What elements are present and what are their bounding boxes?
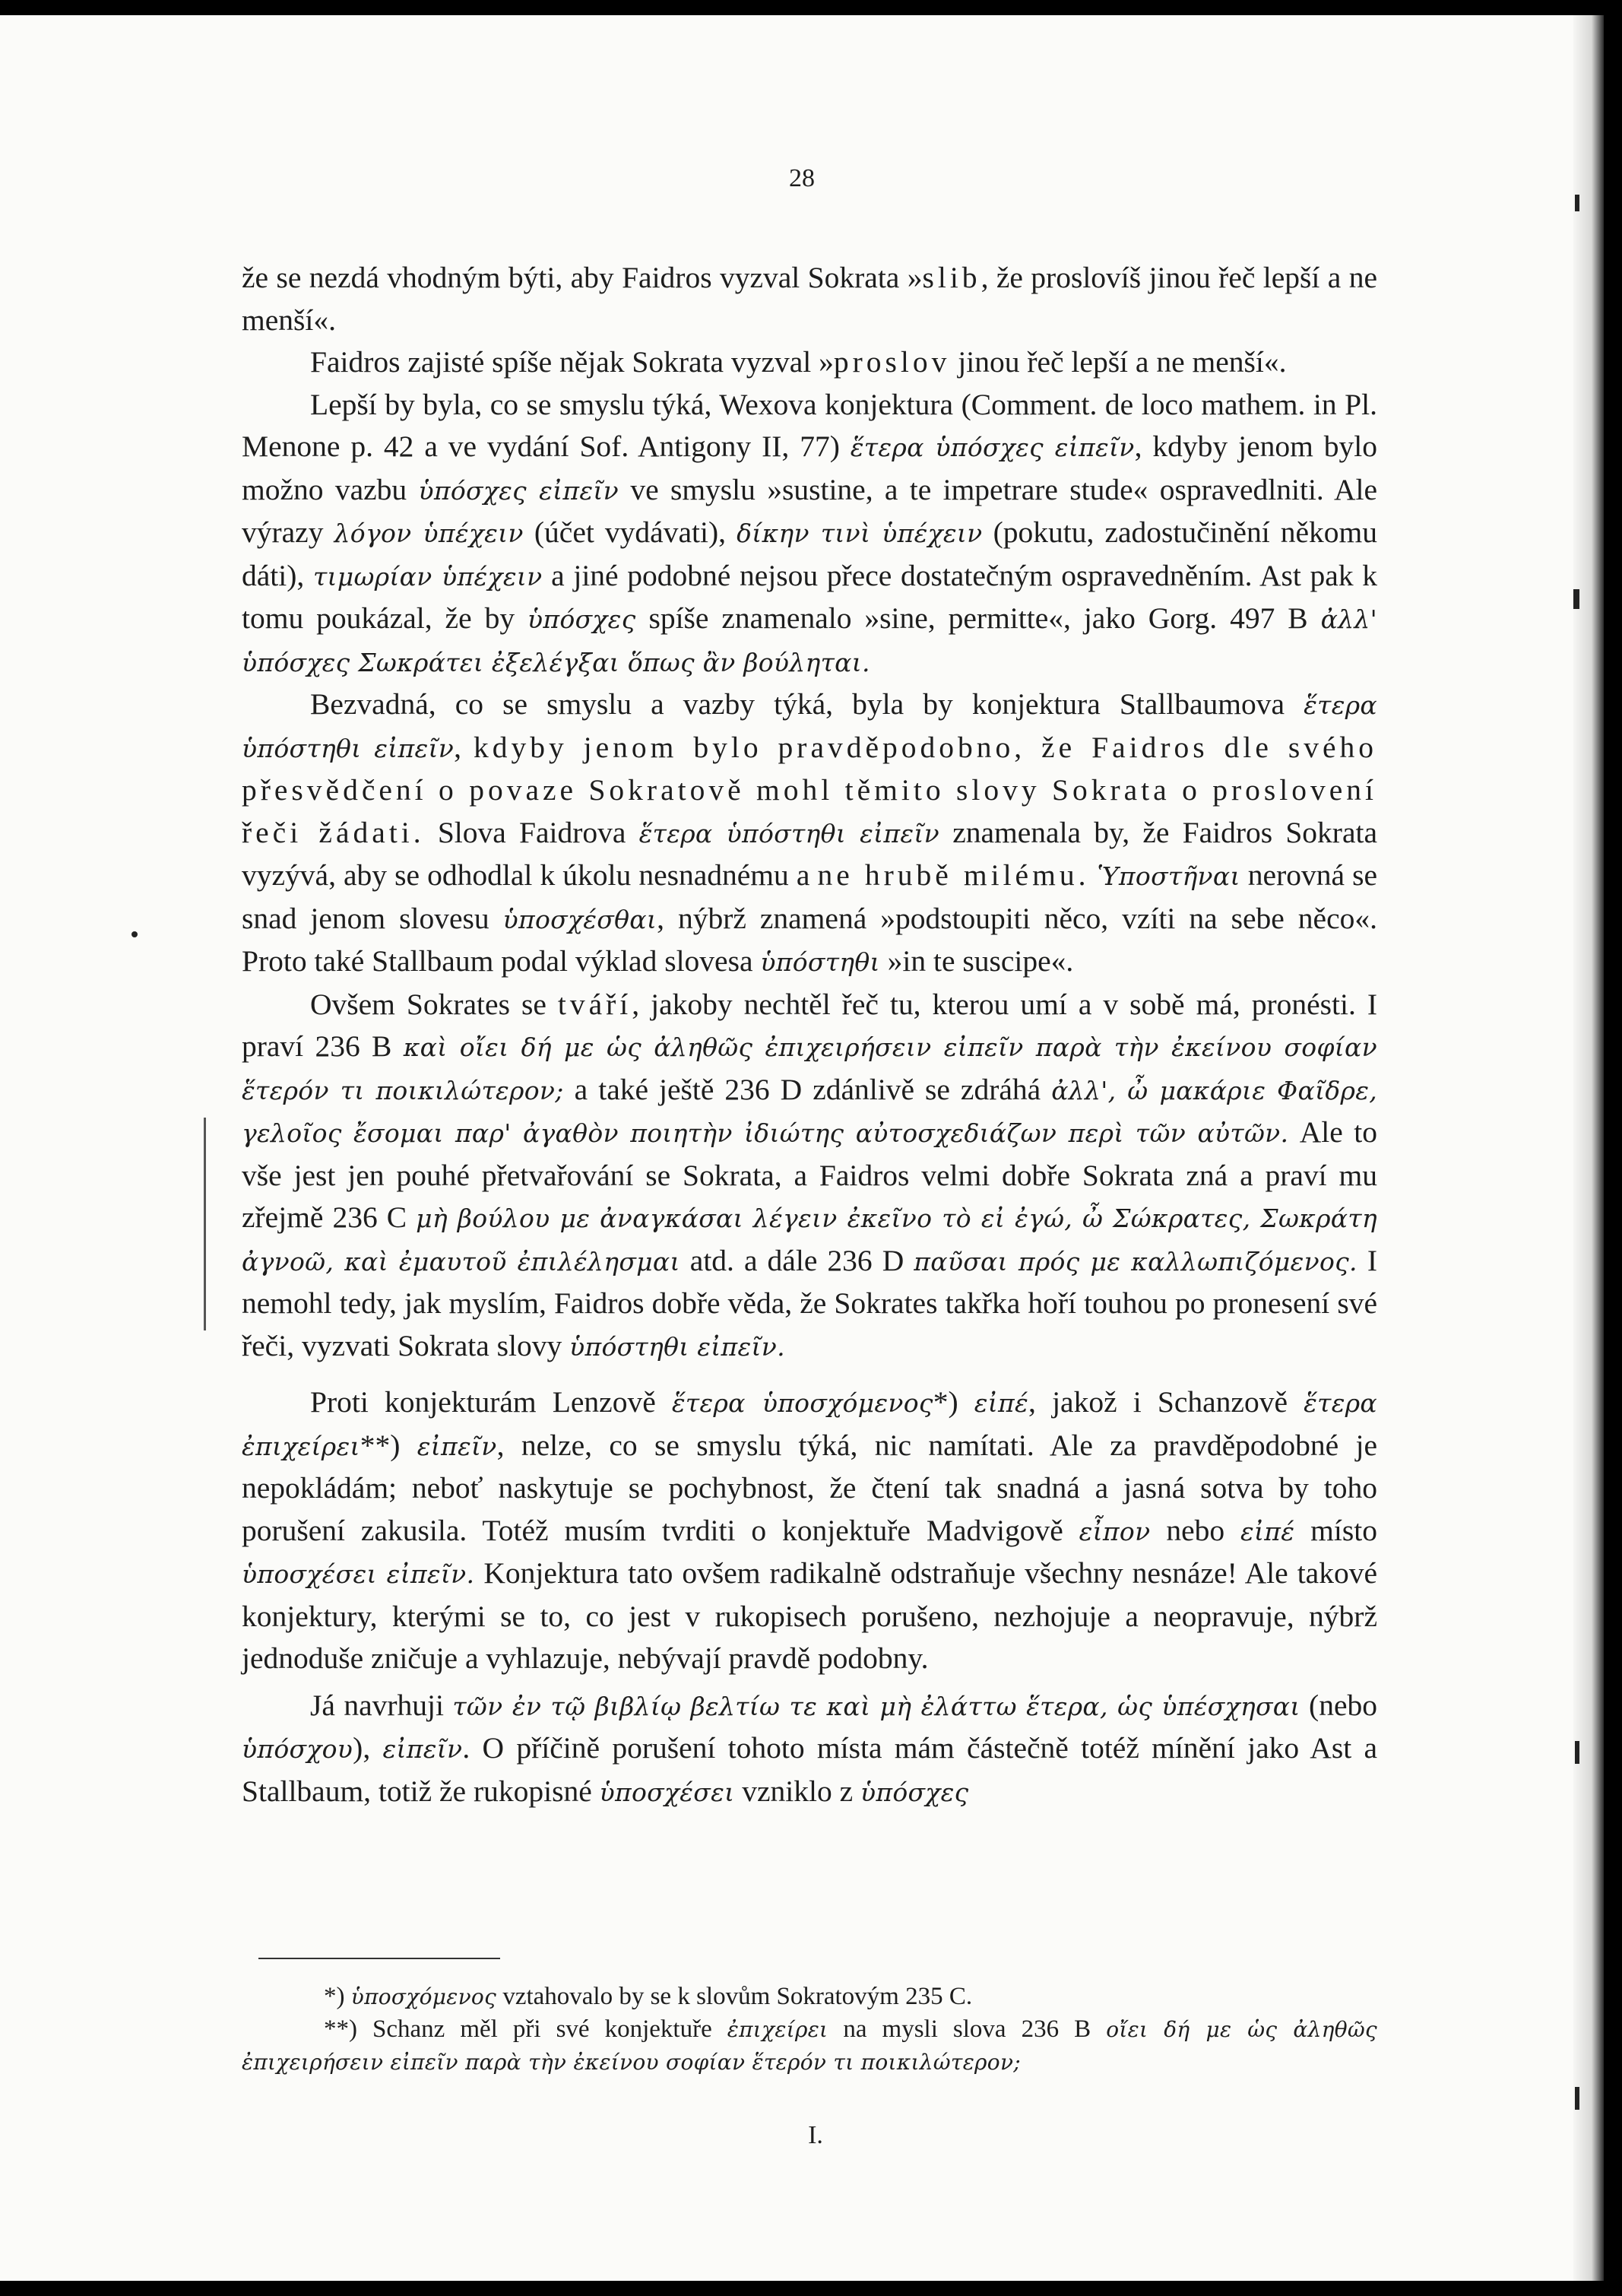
margin-mark xyxy=(131,931,138,937)
text-run: (pokutu, zadostučinění někomu dáti), xyxy=(242,515,1378,592)
text-run: znamenala by, že Faidros Sokrata vyzývá, aby se odhodlal k úkolu nesnadnému a xyxy=(242,815,1377,892)
book-page xyxy=(0,15,1604,2281)
text-run: I nemohl tedy, jak myslím, Faidros dobře věda, že Sokrates takřka hoří touhou po pronesení své řeči, vyzvati Sokrata slovy xyxy=(242,1243,1378,1362)
text-run: , nelze, co se smyslu týká, nic namítati. Ale za pravděpodobné je nepokládám; neboť naskytuje se pochybnost, že čtení tak snadná a jasná sotva by toho porušení zakusila. Totéž musím tvrditi o konjektuře Madvigově xyxy=(242,1428,1378,1547)
text-run: ve smyslu »sustine, a te impetrare stude« ospravedlniti. Ale výrazy xyxy=(242,472,1377,549)
greek-quote: ἕτερα ὑποσχόμενος xyxy=(671,1388,933,1418)
greek-quote: παῦσαι πρός με καλλωπιζόμενος. xyxy=(914,1246,1357,1276)
footnote xyxy=(242,2013,1377,2079)
pencil-bracket xyxy=(204,1118,206,1330)
greek-quote: Ὑποστῆναι xyxy=(1097,861,1240,891)
paragraph xyxy=(242,683,1377,984)
greek-quote: εἰπεῖν xyxy=(417,1431,497,1461)
greek-quote: ὑποσχέσει xyxy=(599,1777,735,1807)
text-run: **) xyxy=(360,1428,417,1462)
greek-quote: οἴει δή με ὡς ἀληθῶς ἐπιχειρήσειν εἰπεῖν παρὰ τὴν ἐκείνου σοφίαν ἕτερόν τι ποικιλώτερον; xyxy=(242,2017,1377,2075)
text-run: (nebo xyxy=(1300,1688,1377,1722)
text-run: jinou řeč lepší a ne menší«. xyxy=(950,345,1287,379)
text-run: . O příčině porušení tohoto místa mám částečně totéž mínění jako Ast a Stallbaum, totiž že rukopisné xyxy=(242,1731,1377,1808)
greek-quote: ἕτερα ὑπόστηθι εἰπεῖν xyxy=(638,818,939,848)
text-run: Slova Faidrova xyxy=(424,815,639,849)
text-run: ), xyxy=(353,1731,383,1765)
greek-quote: ὑπόστηθι xyxy=(760,947,880,977)
spaced-emphasis: proslov xyxy=(833,345,951,379)
paragraph xyxy=(242,341,1377,384)
text-run: vztahovalo by se k slovům Sokratovým 235 C. xyxy=(496,1983,973,2010)
greek-quote: ὑποσχέσθαι xyxy=(502,904,657,934)
text-run: vzniklo z xyxy=(734,1774,860,1808)
greek-quote: ὑπόσχες xyxy=(527,604,636,634)
printer-signature: I. xyxy=(808,2121,823,2149)
text-run: *) xyxy=(933,1385,974,1419)
text-run: na mysli slova 236 B xyxy=(828,2015,1107,2043)
paragraph xyxy=(242,1381,1377,1680)
margin-mark xyxy=(1573,589,1579,609)
main-text xyxy=(242,257,1377,1813)
text-run: nerovná se snad jenom slovesu xyxy=(242,858,1378,935)
footnote-rule xyxy=(258,1958,500,1959)
text-run: a jiné podobné nejsou přece dostatečným ospravedněním. Ast pak k tomu poukázal, že by xyxy=(242,558,1377,635)
greek-quote: εἰπεῖν xyxy=(382,1734,463,1764)
paragraph xyxy=(242,1685,1377,1814)
greek-quote: ἕτερα ὑπόσχες εἰπεῖν xyxy=(850,433,1135,462)
text-run: , xyxy=(454,730,474,764)
greek-quote: εἰπέ xyxy=(1240,1516,1295,1546)
margin-mark xyxy=(1575,195,1579,211)
text-run: Faidros zajisté spíše nějak Sokrata vyzval » xyxy=(310,345,834,379)
spaced-emphasis: kdyby jenom bylo pravděpodobno, že Faidros dle svého přesvědčení o povaze Sokratově mohl těmito slovy Sokrata o proslovení řeči žádati. xyxy=(242,730,1377,849)
text-run: , že proslovíš jinou řeč lepší a ne menší«. xyxy=(242,261,1378,337)
text-run: nebo xyxy=(1150,1513,1241,1547)
margin-mark xyxy=(1575,1741,1579,1764)
text-run: , jakoby nechtěl řeč tu, kterou umí a v sobě má, pronésti. I praví 236 B xyxy=(242,987,1377,1063)
text-run: , nýbrž znamená »podstoupiti něco, vzíti na sebe něco«. Proto také Stallbaum podal výklad slovesa xyxy=(242,901,1377,978)
text-run: Bezvadná, co se smyslu a vazby týká, byla by konjektura Stallbaumova xyxy=(310,687,1304,721)
paragraph xyxy=(242,384,1377,684)
greek-quote: ἀλλ' ὑπόσχες Σωκράτει ἐξελέγξαι ὅπως ἂν βούληται. xyxy=(242,604,1377,677)
spaced-emphasis: tváří xyxy=(557,987,632,1021)
greek-quote: τῶν ἐν τῷ βιβλίῳ βελτίω τε καὶ μὴ ἐλάττω ἕτερα, ὡς ὑπέσχησαι xyxy=(452,1691,1300,1721)
greek-quote: ἀλλ', ὦ μακάριε Φαῖδρε, γελοῖος ἔσομαι παρ' ἀγαθὸν ποιητὴν ἰδιώτης αὐτοσχεδιάζων περὶ τῶν αὐτῶν. xyxy=(242,1075,1378,1148)
greek-quote: καὶ οἴει δή με ὡς ἀληθῶς ἐπιχειρήσειν εἰπεῖν παρὰ τὴν ἐκείνου σοφίαν ἕτερόν τι ποικιλώτερον; xyxy=(242,1032,1377,1105)
footnote xyxy=(242,1980,1377,2013)
page-number: 28 xyxy=(789,164,815,192)
greek-quote: ἕτερα ἐπιχείρει xyxy=(242,1388,1377,1461)
greek-quote: ὑποσχόμενος xyxy=(350,1984,497,2009)
text-run xyxy=(1089,858,1097,892)
text-run: *) xyxy=(324,1983,351,2010)
text-run: Konjektura tato ovšem radikalně odstraňuje všechny nesnáze! Ale takové konjektury, kterými se to, co jest v rukopisech porušeno, nezhojuje a neopravuje, nýbrž jednoduše zničuje a vyhlazuje, nebývají pravdě podobny. xyxy=(242,1556,1377,1675)
paragraph xyxy=(242,984,1377,1368)
text-run: že se nezdá vhodným býti, aby Faidros vyzval Sokrata » xyxy=(242,261,923,294)
text-run: , jakož i Schanzově xyxy=(1028,1385,1304,1419)
text-run: Lepší by byla, co se smyslu týká, Wexova konjektura (Comment. de loco mathem. in Pl. Menone p. 42 a ve vydání Sof. Antigony II, 77) xyxy=(242,387,1377,463)
greek-quote: ὑπόστηθι εἰπεῖν. xyxy=(569,1331,785,1362)
greek-quote: ὑποσχέσει εἰπεῖν. xyxy=(242,1559,475,1589)
paragraph xyxy=(242,257,1377,341)
greek-quote: ὑπόσχες εἰπεῖν xyxy=(418,475,619,506)
greek-quote: τιμωρίαν ὑπέχειν xyxy=(312,561,543,591)
footnotes xyxy=(242,1980,1377,2079)
spaced-emphasis: ne hrubě milému. xyxy=(817,858,1090,892)
text-run: místo xyxy=(1294,1513,1377,1547)
greek-quote: λόγον ὑπέχειν xyxy=(334,519,524,548)
greek-quote: εἶπον xyxy=(1079,1516,1151,1546)
greek-quote: ἕτερα ὑπόστηθι εἰπεῖν xyxy=(242,690,1377,763)
text-run: , kdyby jenom bylo možno vazbu xyxy=(242,430,1377,506)
greek-quote: μὴ βούλου με ἀναγκάσαι λέγειν ἐκεῖνο τὸ εἰ ἐγώ, ὦ Σώκρατες, Σωκράτη ἀγνοῶ, καὶ ἐμαυτοῦ ἐπιλέλησμαι xyxy=(242,1203,1378,1276)
greek-quote: εἰπέ xyxy=(974,1388,1029,1418)
text-run: spíše znamenalo »sine, permitte«, jako Gorg. 497 B xyxy=(635,601,1321,635)
text-run: Ovšem Sokrates se xyxy=(310,987,558,1021)
text-run: Ale to vše jest jen pouhé přetvařování se Sokrata, a Faidros velmi dobře Sokrata zná a praví mu zřejmě 236 C xyxy=(242,1115,1377,1234)
greek-quote: ἐπιχείρει xyxy=(727,2017,828,2042)
text-run: Já navrhuji xyxy=(310,1688,453,1722)
text-run: **) Schanz měl při své konjektuře xyxy=(324,2015,727,2043)
text-run: atd. a dále 236 D xyxy=(680,1243,914,1277)
greek-quote: ὑπόσχου xyxy=(242,1734,353,1764)
spaced-emphasis: slib xyxy=(922,261,981,294)
text-run: (účet vydávati), xyxy=(523,515,737,549)
margin-mark xyxy=(1575,2087,1579,2110)
text-run: »in te suscipe«. xyxy=(879,944,1074,978)
page-edge-shadow xyxy=(1573,15,1604,2281)
greek-quote: δίκην τινὶ ὑπέχειν xyxy=(737,519,983,548)
greek-quote: ὑπόσχες xyxy=(860,1777,969,1807)
text-run: a také ještě 236 D zdánlivě se zdráhá xyxy=(563,1072,1052,1106)
text-run: Proti konjekturám Lenzově xyxy=(310,1385,672,1419)
